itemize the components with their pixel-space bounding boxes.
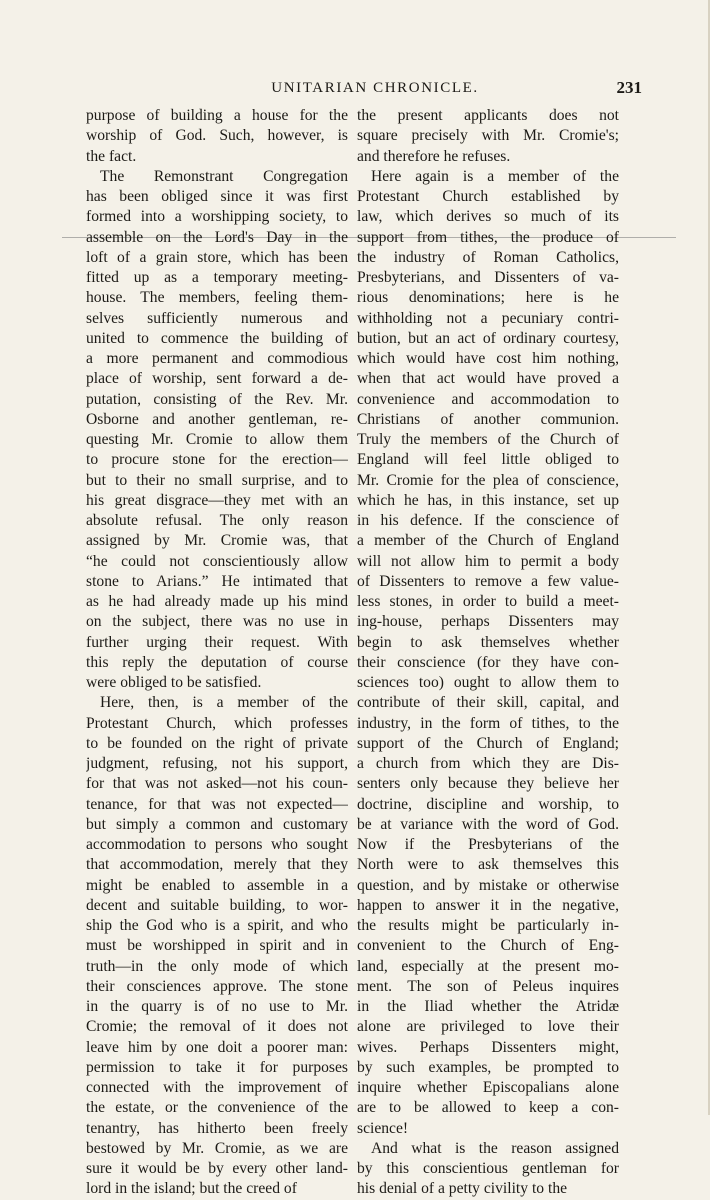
text-line: and therefore he refuses. <box>357 147 511 165</box>
text-line: doctrine, discipline and worship, to <box>357 795 619 813</box>
text-line: assigned by Mr. Cromie was, that <box>86 532 348 550</box>
text-line: truth—in the only mode of which <box>86 957 348 975</box>
text-line: inquire whether Episcopalians alone <box>357 1079 619 1096</box>
text-line: England will feel little obliged to <box>357 451 619 469</box>
text-line: putation, consisting of the Rev. Mr. <box>86 390 348 408</box>
text-line: his great disgrace—they met with an <box>86 491 348 509</box>
text-line: land, especially at the present mo- <box>357 957 619 975</box>
left-text-column <box>86 106 348 1200</box>
text-line: loft of a grain store, which has been <box>86 248 348 266</box>
text-line: Protestant Church established by <box>357 188 619 205</box>
text-line: lord in the island; but the creed of <box>86 1180 297 1198</box>
text-line: Christians of another communion. <box>357 410 619 428</box>
page-number: 231 <box>616 78 642 97</box>
text-line: that accommodation, merely that they <box>86 856 348 874</box>
text-line: industry, in the form of tithes, to the <box>357 714 619 732</box>
text-line: were obliged to be satisfied. <box>86 674 262 691</box>
text-line: a more permanent and commodious <box>86 350 348 367</box>
text-line: support of the Church of England; <box>357 734 619 752</box>
text-line: for that was not asked—not his coun- <box>86 775 348 793</box>
text-line: ship the God who is a spirit, and who <box>86 917 348 934</box>
text-line: tenantry, has hitherto been freely <box>86 1119 348 1137</box>
text-line: has been obliged since it was first <box>86 188 348 205</box>
text-line: by this conscientious gentleman for <box>357 1160 619 1177</box>
text-line: senters only because they believe her <box>357 775 619 793</box>
text-line: the results might be particularly in- <box>357 917 619 934</box>
text-line: “he could not conscientiously allow <box>86 552 348 570</box>
page-header <box>108 78 642 102</box>
text-line: judgment, refusing, not his support, <box>86 755 348 772</box>
text-line: in the quarry is of no use to Mr. <box>86 998 348 1015</box>
text-line: leave him by one doit a poorer man: <box>86 1038 348 1056</box>
text-line: contribute of their skill, capital, and <box>357 694 619 712</box>
text-line: but simply a common and customary <box>86 815 348 833</box>
text-line: The Remonstrant Congregation <box>100 167 348 185</box>
text-line: Now if the Presbyterians of the <box>357 836 619 853</box>
text-line: absolute refusal. The only reason <box>86 512 348 529</box>
text-line: Mr. Cromie for the plea of conscience, <box>357 471 619 489</box>
text-line: further urging their request. With <box>86 633 348 651</box>
text-line: decent and suitable building, to wor- <box>86 896 348 914</box>
text-line: science! <box>357 1119 409 1137</box>
text-line: when that act would have proved a <box>357 370 619 388</box>
text-line: are to be allowed to keep a con- <box>357 1099 619 1117</box>
text-line: on the subject, there was no use in <box>86 613 348 631</box>
text-line: law, which derives so much of its <box>357 208 619 226</box>
text-line: sciences too) ought to allow them to <box>357 674 619 691</box>
text-line: this reply the deputation of course <box>86 653 348 671</box>
text-line: alone are privileged to love their <box>357 1018 619 1036</box>
text-line: sure it would be by every other land- <box>86 1160 348 1177</box>
text-line: convenience and accommodation to <box>357 390 619 408</box>
text-line: selves sufficiently numerous and <box>86 309 348 327</box>
text-line: in the Iliad whether the Atridæ <box>357 998 619 1015</box>
text-line: ing-house, perhaps Dissenters may <box>357 613 619 631</box>
text-line: And what is the reason assigned <box>371 1139 619 1157</box>
text-line: might be enabled to assemble in a <box>86 876 348 894</box>
text-line: a church from which they are Dis- <box>357 755 619 772</box>
text-line: Here again is a member of the <box>371 167 619 185</box>
text-line: their conscience (for they have con- <box>357 653 619 671</box>
text-line: rious denominations; here is he <box>357 289 619 307</box>
running-title: UNITARIAN CHRONICLE. <box>271 80 479 96</box>
text-line: accommodation to persons who sought <box>86 836 348 853</box>
text-line: connected with the improvement of <box>86 1079 348 1096</box>
text-line: bestowed by Mr. Cromie, as we are <box>86 1139 348 1157</box>
text-line: Here, then, is a member of the <box>100 694 348 712</box>
text-line: must be worshipped in spirit and in <box>86 937 348 955</box>
right-text-column <box>357 106 619 1200</box>
text-line: of Dissenters to remove a few value- <box>357 572 619 590</box>
text-line: Osborne and another gentleman, re- <box>86 410 348 428</box>
text-line: Cromie; the removal of it does not <box>86 1018 348 1036</box>
text-line: the industry of Roman Catholics, <box>357 248 619 266</box>
text-line: but to their no small surprise, and to <box>86 471 348 489</box>
text-line: Truly the members of the Church of <box>357 431 619 448</box>
text-line: be at variance with the word of God. <box>357 815 619 833</box>
text-line: will not allow him to permit a body <box>357 552 619 570</box>
text-line: place of worship, sent forward a de- <box>86 370 348 388</box>
text-line: the estate, or the convenience of the <box>86 1099 348 1117</box>
text-line: assemble on the Lord's Day in the <box>86 228 348 246</box>
text-line: their consciences approve. The stone <box>86 977 348 995</box>
text-line: to be founded on the right of private <box>86 734 348 752</box>
text-line: square precisely with Mr. Cromie's; <box>357 127 619 145</box>
text-line: withholding not a pecuniary contri- <box>357 309 619 327</box>
text-line: fitted up as a temporary meeting- <box>86 269 348 286</box>
text-line: his denial of a petty civility to the <box>357 1180 568 1198</box>
text-line: house. The members, feeling them- <box>86 289 348 307</box>
text-line: which he has, in this instance, set up <box>357 491 619 509</box>
text-line: North were to ask themselves this <box>357 856 619 874</box>
text-line: in his defence. If the conscience of <box>357 512 619 529</box>
text-line: the present applicants does not <box>357 107 619 124</box>
text-line: united to commence the building of <box>86 329 348 347</box>
text-line: Presbyterians, and Dissenters of va- <box>357 269 619 286</box>
text-line: worship of God. Such, however, is <box>86 127 348 145</box>
text-line: to procure stone for the erection— <box>86 451 348 469</box>
text-line: stone to Arians.” He intimated that <box>86 572 348 590</box>
text-line: permission to take it for purposes <box>86 1058 348 1076</box>
text-line: ment. The son of Peleus inquires <box>357 977 619 995</box>
text-line: convenient to the Church of Eng- <box>357 937 619 955</box>
text-line: less stones, in order to build a meet- <box>357 593 619 610</box>
text-line: the fact. <box>86 147 137 165</box>
text-line: formed into a worshipping society, to <box>86 208 348 226</box>
text-line: support from tithes, the produce of <box>357 228 619 246</box>
text-line: begin to ask themselves whether <box>357 633 619 651</box>
text-line: tenance, for that was not expected— <box>86 795 348 813</box>
text-line: which would have cost him nothing, <box>357 350 619 367</box>
text-line: wives. Perhaps Dissenters might, <box>357 1038 619 1056</box>
text-line: Protestant Church, which professes <box>86 714 348 732</box>
text-line: bution, but an act of ordinary courtesy, <box>357 329 619 347</box>
text-line: question, and by mistake or otherwise <box>357 876 619 894</box>
text-line: by such examples, be prompted to <box>357 1058 619 1076</box>
text-line: as he had already made up his mind <box>86 593 348 610</box>
text-line: purpose of building a house for the <box>86 107 348 124</box>
text-line: happen to answer it in the negative, <box>357 896 619 914</box>
text-line: a member of the Church of England <box>357 532 619 550</box>
text-line: questing Mr. Cromie to allow them <box>86 431 348 448</box>
